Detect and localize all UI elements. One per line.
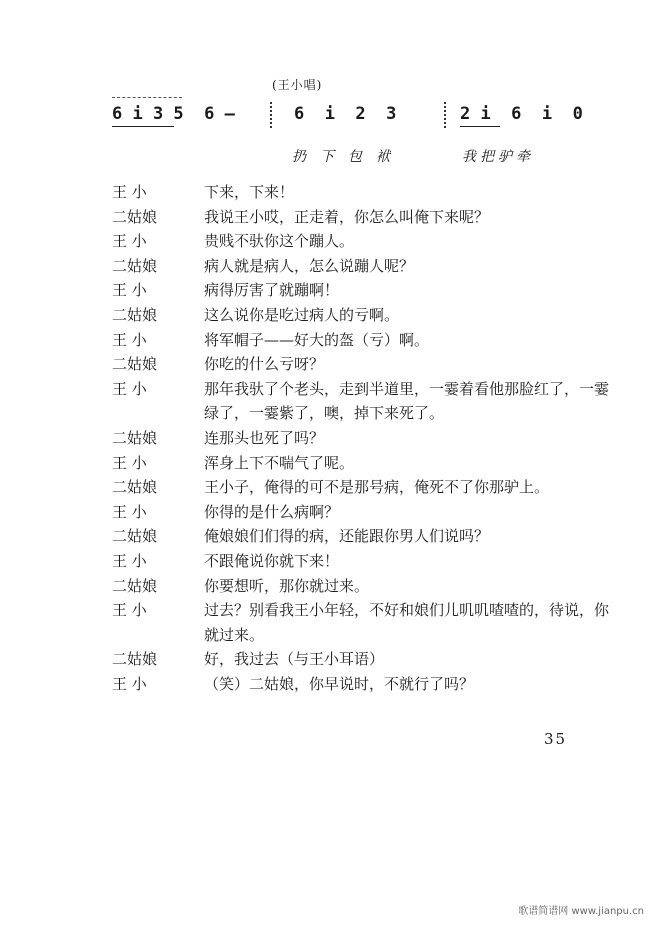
speaker: 王 小: [112, 330, 147, 349]
dialogue: [112, 180, 612, 696]
dialogue-line: [112, 647, 612, 672]
speaker: 二姑娘: [112, 355, 158, 374]
dialogue-line: [112, 500, 612, 525]
speaker: 王 小: [112, 551, 147, 570]
speech: 俺娘娘们们得的病，还能跟你男人们说吗？: [204, 527, 490, 546]
speech: 过去？别看我王小年轻，不好和娘们儿叽叽喳喳的，待说，你就过来。: [204, 601, 610, 644]
dialogue-line: [112, 205, 612, 230]
dialogue-line: [112, 303, 612, 328]
speaker: 二姑娘: [112, 256, 158, 275]
dialogue-line: [112, 352, 612, 377]
speech: 这么说你是吃过病人的亏啊。: [204, 305, 400, 324]
speech: 将军帽子——好大的盔（亏）啊。: [204, 330, 430, 349]
speaker: 二姑娘: [112, 305, 158, 324]
beam-underline: [112, 126, 174, 127]
lyrics-right: 我把驴牵: [462, 149, 534, 165]
speaker: 王 小: [112, 453, 147, 472]
music-singer-label: (王小唱): [272, 78, 323, 92]
dialogue-line: [112, 574, 612, 599]
speaker: 王 小: [112, 183, 147, 201]
speaker: 二姑娘: [112, 650, 158, 669]
watermark: 歌谱简谱网 www.jianpu.cn: [518, 906, 644, 917]
speech: 好，我过去（与王小耳语）: [204, 650, 385, 669]
score-line: [112, 104, 592, 132]
beam-underline: [460, 126, 500, 127]
score-mark: [112, 97, 182, 99]
speech: 连那头也死了吗？: [204, 428, 325, 447]
speaker: 二姑娘: [112, 478, 158, 497]
dialogue-line: [112, 549, 612, 574]
score-measure-3: 2 i 6 i 0: [460, 104, 583, 124]
speech: （笑）二姑娘，你早说时，不就行了吗？: [204, 674, 475, 693]
speech: 你要想听，那你就过来。: [204, 576, 370, 595]
dialogue-line: [112, 377, 612, 426]
speech: 贵贱不驮你这个蹦人。: [204, 232, 355, 251]
speech: 不跟俺说你就下来！: [204, 551, 340, 570]
dialogue-line: [112, 598, 612, 647]
speaker: 二姑娘: [112, 527, 158, 546]
bar-line: [444, 102, 448, 128]
speech: 你得的是什么病啊？: [204, 502, 340, 521]
score-measure-2: 6 i 2 3: [294, 104, 397, 124]
speaker: 王 小: [112, 281, 147, 300]
speech: 王小子，俺得的可不是那号病，俺死不了你那驴上。: [204, 478, 550, 497]
speaker: 王 小: [112, 379, 147, 398]
speech: 我说王小哎，正走着，你怎么叫俺下来呢？: [204, 207, 490, 226]
speaker: 二姑娘: [112, 428, 158, 447]
dialogue-line: [112, 426, 612, 451]
speaker: 王 小: [112, 502, 147, 521]
speaker: 王 小: [112, 674, 147, 693]
speaker: 王 小: [112, 601, 147, 620]
dialogue-line: [112, 229, 612, 254]
speech: 病人就是病人，怎么说蹦人呢？: [204, 256, 415, 275]
dialogue-line: [112, 672, 612, 697]
dialogue-line: [112, 451, 612, 476]
dialogue-line: [112, 278, 612, 303]
speaker: 二姑娘: [112, 576, 158, 595]
page-number: 35: [544, 730, 568, 748]
score-measure-1: 6 i 3 5 6 —: [112, 104, 235, 124]
dialogue-line: [112, 328, 612, 353]
dialogue-line: [112, 475, 612, 500]
dialogue-line: [112, 180, 612, 205]
speech: 那年我驮了个老头，走到半道里，一霎着看他那脸红了，一霎绿了，一霎紫了，噢，掉下来死了。: [204, 379, 610, 423]
speech: 下来，下来！: [204, 183, 295, 201]
speaker: 王 小: [112, 232, 147, 251]
speech: 病得厉害了就蹦啊！: [204, 281, 340, 300]
speech: 浑身上下不喘气了呢。: [204, 453, 355, 472]
speaker: 二姑娘: [112, 207, 158, 226]
speech: 你吃的什么亏呀？: [204, 355, 325, 374]
bar-line: [270, 102, 274, 128]
lyrics-left: 扔下包袱: [292, 149, 404, 165]
dialogue-line: [112, 524, 612, 549]
dialogue-line: [112, 254, 612, 279]
